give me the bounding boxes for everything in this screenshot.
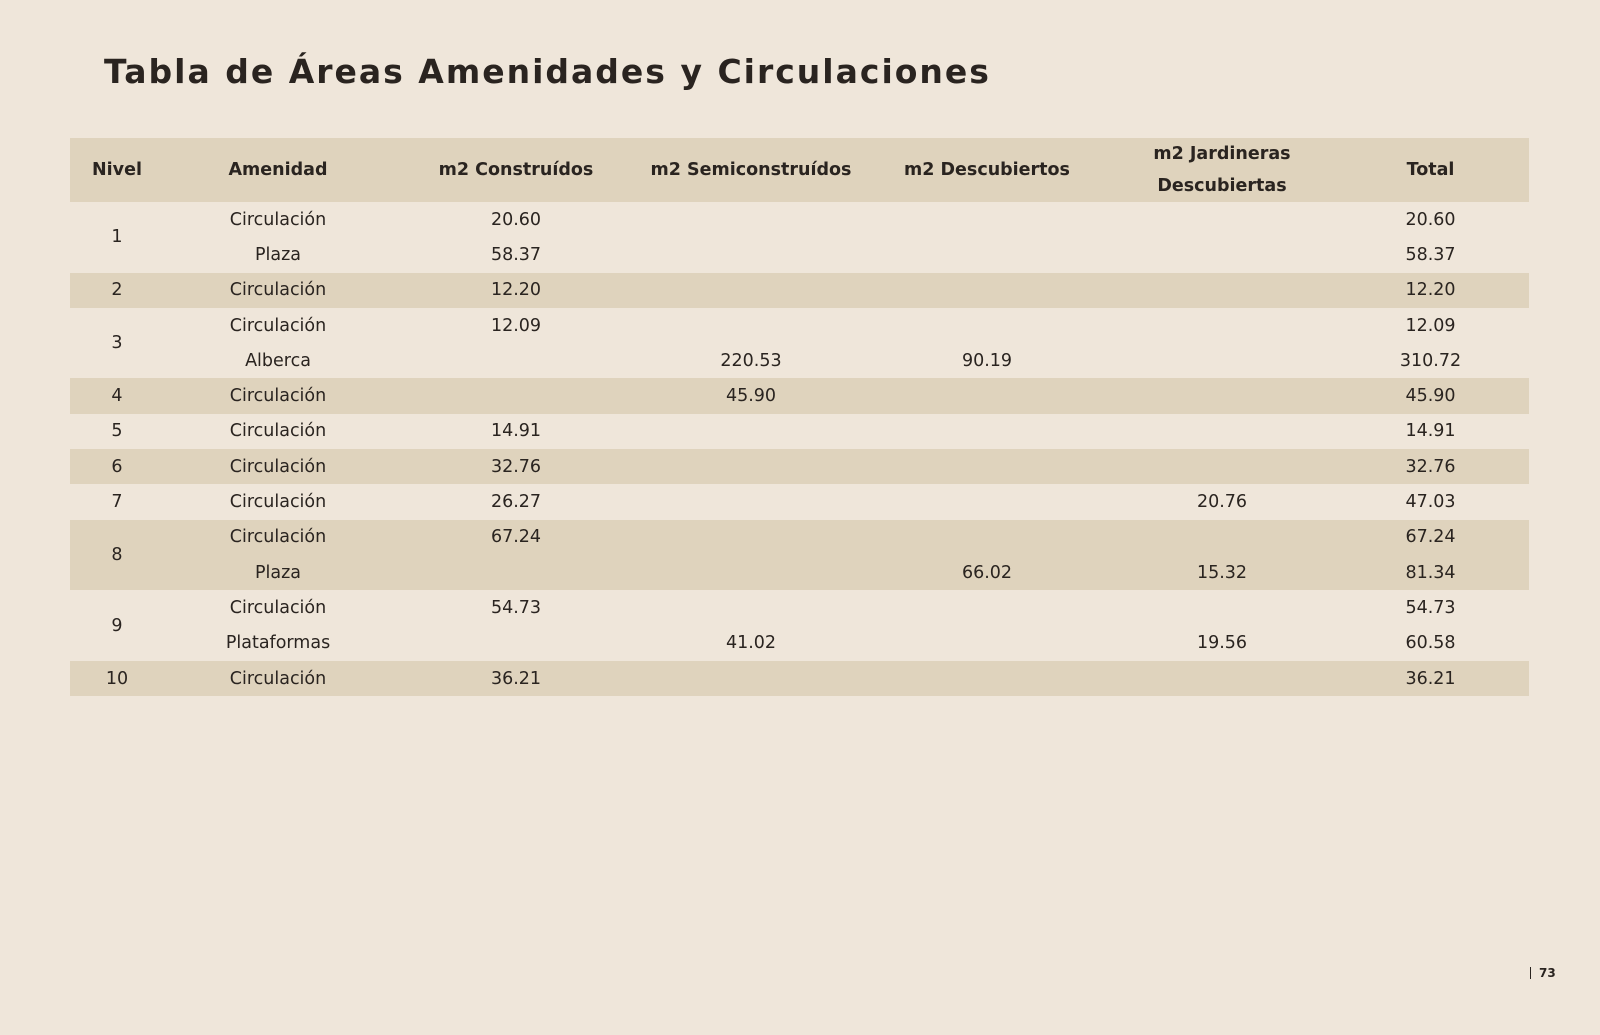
- level-group-5: [70, 414, 1529, 449]
- header-jardineras-line2: Descubiertas: [1157, 176, 1287, 196]
- cell-m2-semiconstruidos: [640, 661, 862, 696]
- page-number-divider: [1530, 967, 1531, 979]
- cell-m2-semiconstruidos: [640, 202, 862, 237]
- table-row: [70, 273, 1529, 308]
- cell-m2-semiconstruidos: [640, 308, 862, 343]
- cell-amenidad: Plaza: [164, 555, 392, 590]
- table-row: [70, 555, 1529, 590]
- cell-total: 54.73: [1332, 590, 1529, 625]
- cell-total: 81.34: [1332, 555, 1529, 590]
- table-row: [70, 378, 1529, 413]
- cell-total: 310.72: [1332, 343, 1529, 378]
- cell-amenidad: Circulación: [164, 484, 392, 519]
- level-group-10: [70, 661, 1529, 696]
- cell-m2-descubiertos: [862, 237, 1112, 272]
- cell-m2-semiconstruidos: [640, 590, 862, 625]
- cell-m2-semiconstruidos: 45.90: [640, 378, 862, 413]
- cell-amenidad: Plataformas: [164, 626, 392, 661]
- cell-m2-descubiertos: [862, 202, 1112, 237]
- cell-m2-descubiertos: [862, 308, 1112, 343]
- cell-m2-semiconstruidos: 220.53: [640, 343, 862, 378]
- cell-m2-jardineras: [1112, 449, 1332, 484]
- cell-m2-descubiertos: [862, 414, 1112, 449]
- cell-m2-construidos: 32.76: [392, 449, 640, 484]
- cell-m2-descubiertos: [862, 484, 1112, 519]
- cell-m2-jardineras: 20.76: [1112, 484, 1332, 519]
- cell-m2-semiconstruidos: [640, 449, 862, 484]
- table-row: [70, 414, 1529, 449]
- cell-m2-jardineras: 19.56: [1112, 626, 1332, 661]
- cell-m2-construidos: 12.09: [392, 308, 640, 343]
- cell-nivel: 9: [70, 590, 164, 661]
- cell-m2-jardineras: [1112, 414, 1332, 449]
- table-row: [70, 520, 1529, 555]
- cell-m2-jardineras: [1112, 590, 1332, 625]
- table-row: [70, 202, 1529, 237]
- cell-m2-construidos: 14.91: [392, 414, 640, 449]
- cell-nivel: 4: [70, 378, 164, 413]
- cell-m2-construidos: 58.37: [392, 237, 640, 272]
- cell-m2-construidos: 20.60: [392, 202, 640, 237]
- cell-total: 60.58: [1332, 626, 1529, 661]
- header-row: [70, 138, 1529, 202]
- cell-total: 32.76: [1332, 449, 1529, 484]
- cell-total: 47.03: [1332, 484, 1529, 519]
- level-group-3: [70, 308, 1529, 379]
- cell-m2-descubiertos: [862, 626, 1112, 661]
- cell-amenidad: Alberca: [164, 343, 392, 378]
- cell-m2-jardineras: [1112, 661, 1332, 696]
- cell-total: 36.21: [1332, 661, 1529, 696]
- cell-m2-descubiertos: [862, 273, 1112, 308]
- areas-table: [70, 138, 1529, 696]
- cell-m2-semiconstruidos: [640, 555, 862, 590]
- cell-amenidad: Plaza: [164, 237, 392, 272]
- header-m2-descubiertos: m2 Descubiertos: [862, 138, 1112, 202]
- cell-m2-construidos: 54.73: [392, 590, 640, 625]
- table-row: [70, 484, 1529, 519]
- header-total: Total: [1332, 138, 1529, 202]
- cell-m2-construidos: [392, 378, 640, 413]
- cell-m2-construidos: 67.24: [392, 520, 640, 555]
- cell-amenidad: Circulación: [164, 449, 392, 484]
- table-row: [70, 308, 1529, 343]
- cell-amenidad: Circulación: [164, 202, 392, 237]
- cell-amenidad: Circulación: [164, 414, 392, 449]
- cell-m2-construidos: [392, 626, 640, 661]
- cell-m2-construidos: 36.21: [392, 661, 640, 696]
- cell-m2-jardineras: [1112, 308, 1332, 343]
- cell-nivel: 1: [70, 202, 164, 273]
- cell-m2-descubiertos: [862, 520, 1112, 555]
- cell-nivel: 8: [70, 520, 164, 591]
- cell-nivel: 5: [70, 414, 164, 449]
- cell-amenidad: Circulación: [164, 590, 392, 625]
- cell-amenidad: Circulación: [164, 378, 392, 413]
- cell-m2-jardineras: [1112, 520, 1332, 555]
- header-nivel: Nivel: [70, 138, 164, 202]
- cell-m2-jardineras: [1112, 273, 1332, 308]
- cell-m2-semiconstruidos: [640, 273, 862, 308]
- cell-m2-construidos: 26.27: [392, 484, 640, 519]
- page-title: Tabla de Áreas Amenidades y Circulaciones: [104, 52, 991, 91]
- header-m2-construidos: m2 Construídos: [392, 138, 640, 202]
- level-group-1: [70, 202, 1529, 273]
- page-number-label: 73: [1539, 966, 1556, 980]
- header-m2-jardineras-descubiertas: [1112, 138, 1332, 202]
- table-row: [70, 449, 1529, 484]
- cell-amenidad: Circulación: [164, 273, 392, 308]
- table-row: [70, 343, 1529, 378]
- level-group-7: [70, 484, 1529, 519]
- level-group-4: [70, 378, 1529, 413]
- cell-m2-jardineras: [1112, 202, 1332, 237]
- level-group-9: [70, 590, 1529, 661]
- cell-m2-jardineras: [1112, 343, 1332, 378]
- cell-total: 12.09: [1332, 308, 1529, 343]
- table-row: [70, 661, 1529, 696]
- cell-m2-descubiertos: 66.02: [862, 555, 1112, 590]
- table-row: [70, 590, 1529, 625]
- cell-m2-descubiertos: [862, 661, 1112, 696]
- page-number: [1530, 966, 1556, 980]
- level-group-2: [70, 273, 1529, 308]
- cell-total: 67.24: [1332, 520, 1529, 555]
- header-jardineras-line1: m2 Jardineras: [1153, 144, 1291, 164]
- header-m2-semiconstruidos: m2 Semiconstruídos: [640, 138, 862, 202]
- cell-nivel: 10: [70, 661, 164, 696]
- cell-nivel: 2: [70, 273, 164, 308]
- cell-m2-semiconstruidos: [640, 237, 862, 272]
- cell-amenidad: Circulación: [164, 661, 392, 696]
- cell-total: 14.91: [1332, 414, 1529, 449]
- cell-m2-jardineras: [1112, 237, 1332, 272]
- level-group-6: [70, 449, 1529, 484]
- table-row: [70, 626, 1529, 661]
- header-amenidad: Amenidad: [164, 138, 392, 202]
- cell-m2-descubiertos: [862, 378, 1112, 413]
- cell-total: 12.20: [1332, 273, 1529, 308]
- cell-nivel: 3: [70, 308, 164, 379]
- cell-m2-jardineras: [1112, 378, 1332, 413]
- cell-m2-semiconstruidos: [640, 484, 862, 519]
- table-row: [70, 237, 1529, 272]
- cell-m2-semiconstruidos: 41.02: [640, 626, 862, 661]
- cell-m2-jardineras: 15.32: [1112, 555, 1332, 590]
- level-group-8: [70, 520, 1529, 591]
- table-header: [70, 138, 1529, 202]
- cell-m2-construidos: 12.20: [392, 273, 640, 308]
- cell-total: 20.60: [1332, 202, 1529, 237]
- cell-amenidad: Circulación: [164, 308, 392, 343]
- cell-m2-descubiertos: [862, 590, 1112, 625]
- cell-m2-semiconstruidos: [640, 520, 862, 555]
- cell-nivel: 7: [70, 484, 164, 519]
- cell-m2-descubiertos: 90.19: [862, 343, 1112, 378]
- cell-total: 58.37: [1332, 237, 1529, 272]
- cell-m2-semiconstruidos: [640, 414, 862, 449]
- cell-m2-construidos: [392, 343, 640, 378]
- cell-m2-descubiertos: [862, 449, 1112, 484]
- cell-m2-construidos: [392, 555, 640, 590]
- cell-amenidad: Circulación: [164, 520, 392, 555]
- cell-total: 45.90: [1332, 378, 1529, 413]
- cell-nivel: 6: [70, 449, 164, 484]
